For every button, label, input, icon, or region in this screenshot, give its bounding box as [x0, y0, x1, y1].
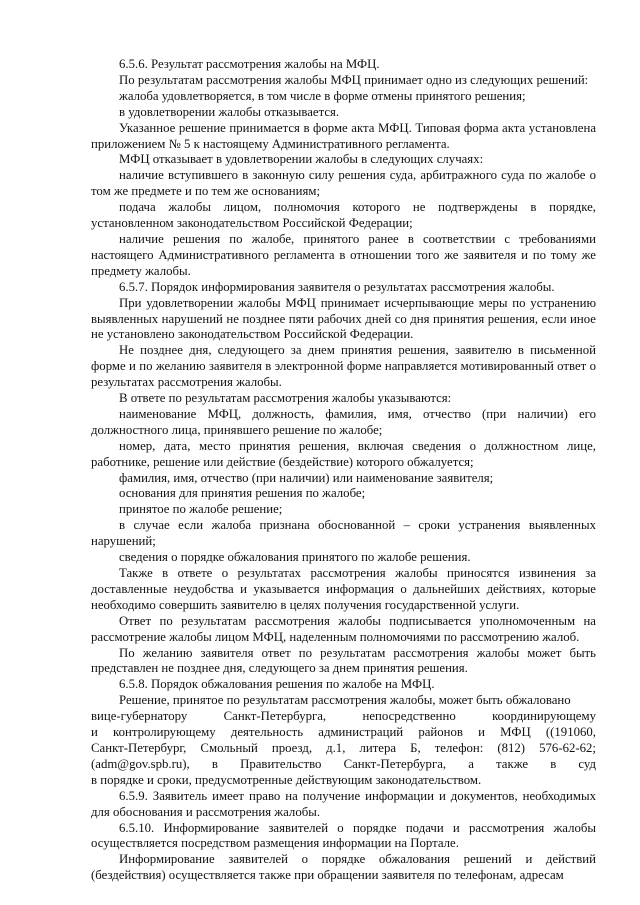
- appeal-line: Решение, принятое по результатам рассмотрения жалобы, может быть обжаловано: [119, 693, 571, 708]
- text-paragraph: По желанию заявителя ответ по результатам рассмотрения жалобы может быть представлен не позднее дня, следующего за днем принятия решения.: [91, 645, 596, 676]
- text-paragraph: Ответ по результатам рассмотрения жалобы подписывается уполномоченным на рассмотрение жалобы лицом МФЦ, наделенным полномочиями по рассмотрению жалоб.: [91, 613, 596, 644]
- document-body: [91, 57, 596, 884]
- text-paragraph: 6.5.10. Информирование заявителей о порядке подачи и рассмотрения жалобы осуществляется посредством размещения информации на Портале.: [91, 820, 596, 851]
- text-paragraph: в удовлетворении жалобы отказывается.: [119, 104, 340, 119]
- text-paragraph: фамилия, имя, отчество (при наличии) или наименование заявителя;: [119, 470, 494, 485]
- text-paragraph: номер, дата, место принятия решения, включая сведения о должностном лице, работнике, решение или действие (бездействие) которого обжалуется;: [91, 438, 596, 469]
- text-paragraph: в случае если жалоба признана обоснованной – сроки устранения выявленных нарушений;: [91, 518, 596, 549]
- text-paragraph: жалоба удовлетворяется, в том числе в форме отмены принятого решения;: [119, 88, 526, 103]
- text-paragraph: В ответе по результатам рассмотрения жалобы указываются:: [119, 391, 452, 406]
- text-paragraph: принятое по жалобе решение;: [119, 502, 283, 517]
- text-paragraph: 6.5.9. Заявитель имеет право на получение информации и документов, необходимых для обоснования и рассмотрения жалобы.: [91, 788, 596, 819]
- text-paragraph: 6.5.6. Результат рассмотрения жалобы на МФЦ.: [119, 57, 380, 71]
- text-paragraph: Не позднее дня, следующего за днем принятия решения, заявителю в письменной форме и по желанию заявителя в электронной форме направляется мотивированный ответ о результатах рассмотрения жалобы.: [91, 343, 596, 390]
- text-paragraph: подача жалобы лицом, полномочия которого не подтверждены в порядке, установленном законодательством Российской Федерации;: [91, 200, 596, 231]
- text-paragraph: По результатам рассмотрения жалобы МФЦ принимает одно из следующих решений:: [119, 72, 589, 87]
- text-paragraph: Также в ответе о результатах рассмотрения жалобы приносятся извинения за доставленные неудобства и указывается информация о дальнейших действиях, которые необходимо совершить заявителю в целях получения государственной услуги.: [91, 566, 596, 612]
- appeal-line: (adm@gov.spb.ru), в Правительство Санкт-Петербурга, а также в суд: [91, 756, 596, 771]
- email-address: adm@gov.spb.ru: [95, 756, 183, 771]
- text-paragraph: наименование МФЦ, должность, фамилия, имя, отчество (при наличии) его должностного лица, принявшего решение по жалобе;: [91, 406, 596, 437]
- text-paragraph: основания для принятия решения по жалобе;: [119, 486, 366, 501]
- text-paragraph: сведения о порядке обжалования принятого по жалобе решения.: [119, 550, 471, 565]
- text-paragraph: наличие вступившего в законную силу решения суда, арбитражного суда по жалобе о том же предмете и по тем же основаниям;: [91, 168, 596, 199]
- appeal-line-rest: ), в Правительство Санкт-Петербурга, а также в суд: [182, 756, 596, 771]
- section-heading: 6.5.7. Порядок информирования заявителя о результатах рассмотрения жалобы.: [119, 279, 555, 294]
- text-paragraph: Указанное решение принимается в форме акта МФЦ. Типовая форма акта установлена приложением № 5 к настоящему Административного регламента.: [91, 120, 596, 151]
- text-paragraph: МФЦ отказывает в удовлетворении жалобы в следующих случаях:: [119, 152, 484, 167]
- text-paragraph: Информирование заявителей о порядке обжалования решений и действий (бездействия) осуществляется также при обращении заявителя по телефонам, адресам: [91, 852, 596, 883]
- appeal-line: вице-губернатору Санкт-Петербурга, непосредственно координирующему: [91, 709, 596, 724]
- appeal-line: и контролирующему деятельность администраций районов и МФЦ ((191060,: [91, 725, 596, 740]
- appeal-line: в порядке и сроки, предусмотренные действующим законодательством.: [91, 772, 482, 787]
- section-heading: 6.5.8. Порядок обжалования решения по жалобе на МФЦ.: [119, 677, 435, 692]
- appeal-line: Санкт-Петербург, Смольный проезд, д.1, литера Б, телефон: (812) 576-62-62;: [91, 740, 596, 755]
- text-paragraph: При удовлетворении жалобы МФЦ принимает исчерпывающие меры по устранению выявленных нарушений не позднее пяти рабочих дней со дня принятия решения, если иное не установлено законодательством Российской Федерации.: [91, 295, 596, 342]
- text-paragraph: наличие решения по жалобе, принятого ранее в соответствии с требованиями настоящего Административного регламента в отношении того же заявителя и по тому же предмету жалобы.: [91, 231, 596, 278]
